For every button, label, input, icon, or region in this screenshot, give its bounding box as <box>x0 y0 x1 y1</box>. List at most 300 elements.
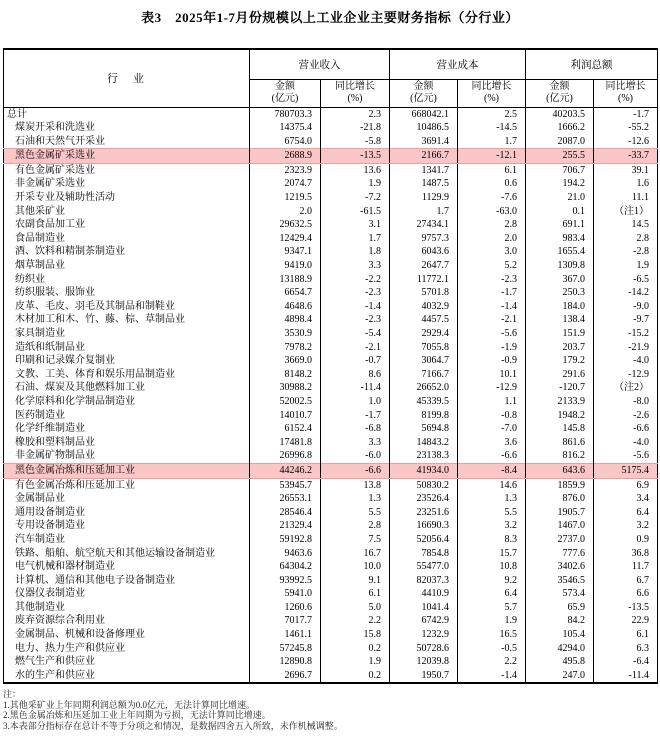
header-cost-amount: 金额 (亿元) <box>390 79 458 107</box>
cell-value: -0.9 <box>458 354 526 368</box>
cell-value: 0.9 <box>594 533 658 547</box>
cell-value: 5.5 <box>458 506 526 520</box>
cell-value: 55477.0 <box>390 560 458 574</box>
cell-value: 5175.4 <box>594 463 658 478</box>
industry-name: 农副食品加工业 <box>15 219 85 231</box>
note-item: 3.本表部分指标存在总计不等于分项之和情况，是数据四舍五入所致，未作机械调整。 <box>3 720 343 731</box>
cell-value: -12.6 <box>594 135 658 149</box>
cell-value: 3402.6 <box>526 560 594 574</box>
table-row <box>4 560 658 574</box>
table-row <box>4 409 658 423</box>
cell-value: 0.1 <box>526 205 594 219</box>
note-item: 1.其他采矿业上年同期利润总额为0.0亿元，无法计算同比增速。 <box>3 699 256 710</box>
cell-value: 50728.6 <box>390 642 458 656</box>
cell-value: 1.3 <box>321 492 390 506</box>
cell-value: -2.1 <box>321 341 390 355</box>
table-row <box>4 163 658 177</box>
cell-value: 291.6 <box>526 368 594 382</box>
table-row <box>4 642 658 656</box>
industry-name: 医药制造业 <box>15 409 65 421</box>
cell-value: -15.2 <box>594 327 658 341</box>
cell-value: -1.7 <box>594 107 658 121</box>
cell-value: 1219.5 <box>250 191 321 205</box>
notes-label: 注： <box>3 689 22 700</box>
cell-value: 5.0 <box>321 601 390 615</box>
cell-value: -11.4 <box>321 381 390 395</box>
cell-value: -33.7 <box>594 149 658 164</box>
cell-value: 3.6 <box>458 436 526 450</box>
cell-value: -12.9 <box>458 381 526 395</box>
cell-value: -1.9 <box>458 341 526 355</box>
cell-value: 2.8 <box>458 218 526 232</box>
cell-value: 21.0 <box>526 191 594 205</box>
cell-value: 1.9 <box>321 177 390 191</box>
cell-value: 780703.3 <box>250 107 321 121</box>
cell-value: -2.3 <box>321 313 390 327</box>
cell-value: 59192.8 <box>250 533 321 547</box>
cell-value: 1905.7 <box>526 506 594 520</box>
table-row <box>4 368 658 382</box>
cell-value: 1666.2 <box>526 121 594 135</box>
cell-value: 2323.9 <box>250 163 321 177</box>
cell-value: 2087.0 <box>526 135 594 149</box>
table-row <box>4 614 658 628</box>
cell-value: 105.4 <box>526 628 594 642</box>
table-row <box>4 533 658 547</box>
industry-name: 石油和天然气开采业 <box>15 135 105 147</box>
industry-name: 化学原料和化学制品制造业 <box>15 395 135 407</box>
cell-value: 1467.0 <box>526 519 594 533</box>
cell-value: 2.0 <box>250 205 321 219</box>
cell-value: 2929.4 <box>390 327 458 341</box>
industry-name: 非金属矿物制品业 <box>15 450 95 462</box>
cell-value: 138.4 <box>526 313 594 327</box>
table-row <box>4 135 658 149</box>
cell-value: 2.8 <box>594 232 658 246</box>
cell-value: 2696.7 <box>250 669 321 684</box>
industry-name: 印刷和记录媒介复制业 <box>15 355 115 367</box>
cell-value: -2.6 <box>594 409 658 423</box>
cell-value: -4.0 <box>594 354 658 368</box>
financial-indicators-table <box>3 48 658 684</box>
cell-value: 203.7 <box>526 341 594 355</box>
table-row <box>4 506 658 520</box>
table-row <box>4 205 658 219</box>
cell-value: 1.9 <box>458 614 526 628</box>
cell-value: -6.8 <box>321 422 390 436</box>
cell-value: 30988.2 <box>250 381 321 395</box>
cell-value: 10.0 <box>321 560 390 574</box>
table-row <box>4 587 658 601</box>
cell-value: -14.2 <box>594 286 658 300</box>
cell-value: 12890.8 <box>250 655 321 669</box>
industry-name: 铁路、船舶、航空航天和其他运输设备制造业 <box>15 547 215 559</box>
cell-value: -1.4 <box>458 669 526 684</box>
cell-value: 3.3 <box>321 259 390 273</box>
cell-value: -63.0 <box>458 205 526 219</box>
cell-value: -120.7 <box>526 381 594 395</box>
cell-value: 1.6 <box>594 177 658 191</box>
cell-value: 3.4 <box>594 492 658 506</box>
cell-value: 1232.9 <box>390 628 458 642</box>
table-body <box>4 107 658 683</box>
notes <box>3 689 660 731</box>
cell-value: 11.7 <box>594 560 658 574</box>
cell-value: 145.8 <box>526 422 594 436</box>
cell-value: 9463.6 <box>250 547 321 561</box>
cell-value: 6.7 <box>594 574 658 588</box>
cell-value: 2.8 <box>321 519 390 533</box>
industry-name: 黑色金属矿采选业 <box>4 149 250 164</box>
cell-value: 7978.2 <box>250 341 321 355</box>
cell-value: 22.9 <box>594 614 658 628</box>
note-item: 2.黑色金属冶炼和压延加工业上年同期为亏损，无法计算同比增速。 <box>3 710 271 721</box>
cell-value: 1.7 <box>321 232 390 246</box>
table-row <box>4 177 658 191</box>
cell-value: 15.7 <box>458 547 526 561</box>
cell-value: 6.6 <box>594 587 658 601</box>
cell-value: 9347.1 <box>250 245 321 259</box>
cell-value: 93992.5 <box>250 574 321 588</box>
cell-value: 8148.2 <box>250 368 321 382</box>
cell-value: 26652.0 <box>390 381 458 395</box>
cell-value: 151.9 <box>526 327 594 341</box>
table-row <box>4 259 658 273</box>
industry-name: 煤炭开采和洗选业 <box>15 122 95 134</box>
cell-value: 7.5 <box>321 533 390 547</box>
cell-value: 6742.9 <box>390 614 458 628</box>
cell-value: 26996.8 <box>250 449 321 463</box>
cell-value: 3669.0 <box>250 354 321 368</box>
header-cost-growth: 同比增长 (%) <box>458 79 526 107</box>
cell-value: 1309.8 <box>526 259 594 273</box>
cell-value: -8.0 <box>594 395 658 409</box>
cell-value: 1.3 <box>458 492 526 506</box>
cell-value: 53945.7 <box>250 478 321 492</box>
cell-value: 367.0 <box>526 273 594 287</box>
cell-value: -5.4 <box>321 327 390 341</box>
cell-value: 1041.4 <box>390 601 458 615</box>
cell-value: -11.4 <box>594 669 658 684</box>
cell-value: 29632.5 <box>250 218 321 232</box>
industry-name: 纺织服装、服饰业 <box>15 287 95 299</box>
cell-value: 6.1 <box>458 163 526 177</box>
cell-value: 4294.0 <box>526 642 594 656</box>
cell-value: -6.6 <box>458 449 526 463</box>
industry-name: 电力、热力生产和供应业 <box>15 642 125 654</box>
table-row <box>4 655 658 669</box>
table-row <box>4 669 658 684</box>
cell-value: 3.2 <box>594 519 658 533</box>
cell-value: -61.5 <box>321 205 390 219</box>
industry-name: 黑色金属冶炼和压延加工业 <box>4 463 250 478</box>
cell-value: 27434.1 <box>390 218 458 232</box>
table-row <box>4 121 658 135</box>
cell-value: -6.4 <box>594 655 658 669</box>
cell-value: 2.5 <box>458 107 526 121</box>
cell-value: 2.2 <box>321 614 390 628</box>
industry-name: 开采专业及辅助性活动 <box>15 192 115 204</box>
table-row <box>4 232 658 246</box>
industry-name: 其他采矿业 <box>15 205 65 217</box>
table-row <box>4 449 658 463</box>
header-revenue-amount: 金额 (亿元) <box>250 79 321 107</box>
cell-value: 57245.8 <box>250 642 321 656</box>
cell-value: 1950.7 <box>390 669 458 684</box>
cell-value: 1859.9 <box>526 478 594 492</box>
cell-value: 6.9 <box>594 478 658 492</box>
cell-value: 1.1 <box>458 395 526 409</box>
cell-value: 777.6 <box>526 547 594 561</box>
cell-value: -5.8 <box>321 135 390 149</box>
cell-value: 179.2 <box>526 354 594 368</box>
cell-value: 5.2 <box>458 259 526 273</box>
table-row <box>4 422 658 436</box>
table-row <box>4 463 658 478</box>
cell-value: -12.9 <box>594 368 658 382</box>
cell-value: 14.5 <box>594 218 658 232</box>
cell-value: 10.8 <box>458 560 526 574</box>
cell-value: -21.9 <box>594 341 658 355</box>
cell-value: 8199.8 <box>390 409 458 423</box>
industry-name: 酒、饮料和精制茶制造业 <box>15 246 125 258</box>
cell-value: -4.0 <box>594 436 658 450</box>
cell-value: 1655.4 <box>526 245 594 259</box>
header-revenue-growth: 同比增长 (%) <box>321 79 390 107</box>
cell-value: 13188.9 <box>250 273 321 287</box>
industry-name: 仪器仪表制造业 <box>15 588 85 600</box>
cell-value: 16690.3 <box>390 519 458 533</box>
table-row <box>4 492 658 506</box>
cell-value: -6.0 <box>321 449 390 463</box>
table-row <box>4 574 658 588</box>
cell-value: 6.4 <box>594 506 658 520</box>
cell-value: 9.1 <box>321 574 390 588</box>
cell-value: （注2） <box>594 381 658 395</box>
cell-value: 194.2 <box>526 177 594 191</box>
cell-value: 10.1 <box>458 368 526 382</box>
cell-value: -12.1 <box>458 149 526 164</box>
industry-name: 化学纤维制造业 <box>15 423 85 435</box>
cell-value: -14.5 <box>458 121 526 135</box>
industry-name: 废弃资源综合利用业 <box>15 615 105 627</box>
cell-value: -0.5 <box>458 642 526 656</box>
industry-name: 有色金属矿采选业 <box>15 164 95 176</box>
table-row <box>4 601 658 615</box>
table-row <box>4 395 658 409</box>
cell-value: 1129.9 <box>390 191 458 205</box>
cell-value: -0.8 <box>458 409 526 423</box>
cell-value: 50830.2 <box>390 478 458 492</box>
table-row <box>4 519 658 533</box>
cell-value: 1.0 <box>321 395 390 409</box>
cell-value: -8.4 <box>458 463 526 478</box>
cell-value: -9.7 <box>594 313 658 327</box>
cell-value: 28546.4 <box>250 506 321 520</box>
cell-value: 2688.9 <box>250 149 321 164</box>
cell-value: 643.6 <box>526 463 594 478</box>
cell-value: 14843.2 <box>390 436 458 450</box>
cell-value: -5.6 <box>458 327 526 341</box>
cell-value: 3691.4 <box>390 135 458 149</box>
table-row <box>4 313 658 327</box>
table-row <box>4 191 658 205</box>
cell-value: -2.3 <box>458 273 526 287</box>
cell-value: -7.0 <box>458 422 526 436</box>
cell-value: 6152.4 <box>250 422 321 436</box>
cell-value: 1260.6 <box>250 601 321 615</box>
cell-value: 2737.0 <box>526 533 594 547</box>
cell-value: 45339.5 <box>390 395 458 409</box>
header-profit-amount: 金额 (亿元) <box>526 79 594 107</box>
header-group-profit: 利润总额 <box>526 49 658 79</box>
cell-value: 6.4 <box>458 587 526 601</box>
cell-value: 23526.4 <box>390 492 458 506</box>
cell-value: 1948.2 <box>526 409 594 423</box>
cell-value: 64304.2 <box>250 560 321 574</box>
cell-value: 1341.7 <box>390 163 458 177</box>
cell-value: -2.8 <box>594 245 658 259</box>
cell-value: -1.4 <box>321 300 390 314</box>
cell-value: 5.5 <box>321 506 390 520</box>
industry-name: 专用设备制造业 <box>15 520 85 532</box>
cell-value: 9757.3 <box>390 232 458 246</box>
cell-value: 0.6 <box>458 177 526 191</box>
cell-value: 12429.4 <box>250 232 321 246</box>
cell-value: 4898.4 <box>250 313 321 327</box>
table-row <box>4 149 658 164</box>
cell-value: 8.6 <box>321 368 390 382</box>
cell-value: -7.6 <box>458 191 526 205</box>
cell-value: 36.8 <box>594 547 658 561</box>
cell-value: 983.4 <box>526 232 594 246</box>
cell-value: 1487.5 <box>390 177 458 191</box>
cell-value: 2.0 <box>458 232 526 246</box>
cell-value: 706.7 <box>526 163 594 177</box>
table-row <box>4 436 658 450</box>
cell-value: 3.3 <box>321 436 390 450</box>
industry-name: 造纸和纸制品业 <box>15 341 85 353</box>
table-row <box>4 300 658 314</box>
table-row <box>4 628 658 642</box>
cell-value: -13.5 <box>321 149 390 164</box>
cell-value: 250.3 <box>526 286 594 300</box>
table-row <box>4 218 658 232</box>
cell-value: 4457.5 <box>390 313 458 327</box>
industry-name: 橡胶和塑料制品业 <box>15 436 95 448</box>
header-profit-growth: 同比增长 (%) <box>594 79 658 107</box>
cell-value: 573.4 <box>526 587 594 601</box>
industry-name: 金属制品、机械和设备修理业 <box>15 629 145 641</box>
cell-value: 13.6 <box>321 163 390 177</box>
cell-value: -13.5 <box>594 601 658 615</box>
cell-value: 17481.8 <box>250 436 321 450</box>
table-row <box>4 107 658 121</box>
cell-value: 1.7 <box>390 205 458 219</box>
cell-value: -1.4 <box>458 300 526 314</box>
industry-name: 家具制造业 <box>15 328 65 339</box>
cell-value: 52056.4 <box>390 533 458 547</box>
table-header <box>4 49 658 107</box>
cell-value: 16.7 <box>321 547 390 561</box>
table-row <box>4 547 658 561</box>
cell-value: 7854.8 <box>390 547 458 561</box>
header-group-revenue: 营业收入 <box>250 49 390 79</box>
industry-name: 通用设备制造业 <box>15 506 85 518</box>
cell-value: 691.1 <box>526 218 594 232</box>
cell-value: 23251.6 <box>390 506 458 520</box>
cell-value: 247.0 <box>526 669 594 684</box>
cell-value: 3064.7 <box>390 354 458 368</box>
industry-name: 有色金属冶炼和压延加工业 <box>15 479 135 491</box>
table-row <box>4 327 658 341</box>
industry-name: 电气机械和器材制造业 <box>15 561 115 573</box>
cell-value: 65.9 <box>526 601 594 615</box>
cell-value: 12039.8 <box>390 655 458 669</box>
header-group-row <box>4 49 658 79</box>
industry-name: 其他制造业 <box>15 601 65 613</box>
cell-value: -2.2 <box>321 273 390 287</box>
cell-value: 2166.7 <box>390 149 458 164</box>
industry-name: 皮革、毛皮、羽毛及其制品和制鞋业 <box>15 300 175 312</box>
cell-value: 5694.8 <box>390 422 458 436</box>
table-row <box>4 478 658 492</box>
cell-value: 52002.5 <box>250 395 321 409</box>
cell-value: 6654.7 <box>250 286 321 300</box>
cell-value: 5.7 <box>458 601 526 615</box>
cell-value: -6.5 <box>594 273 658 287</box>
cell-value: 7166.7 <box>390 368 458 382</box>
cell-value: 26553.1 <box>250 492 321 506</box>
cell-value: 8.3 <box>458 533 526 547</box>
cell-value: 2133.9 <box>526 395 594 409</box>
header-group-cost: 营业成本 <box>390 49 526 79</box>
cell-value: 21329.4 <box>250 519 321 533</box>
cell-value: -55.2 <box>594 121 658 135</box>
cell-value: 6.1 <box>594 628 658 642</box>
cell-value: -21.8 <box>321 121 390 135</box>
cell-value: 15.8 <box>321 628 390 642</box>
industry-name: 烟草制品业 <box>15 260 65 272</box>
table-row <box>4 341 658 355</box>
industry-name: 燃气生产和供应业 <box>15 656 95 668</box>
cell-value: -6.6 <box>321 463 390 478</box>
cell-value: 14010.7 <box>250 409 321 423</box>
cell-value: 16.5 <box>458 628 526 642</box>
cell-value: 1.9 <box>321 655 390 669</box>
cell-value: 2.3 <box>321 107 390 121</box>
cell-value: 9.2 <box>458 574 526 588</box>
cell-value: -7.2 <box>321 191 390 205</box>
cell-value: 3546.5 <box>526 574 594 588</box>
industry-name: 石油、煤炭及其他燃料加工业 <box>15 382 145 394</box>
industry-name: 汽车制造业 <box>15 533 65 545</box>
cell-value: -2.3 <box>321 286 390 300</box>
cell-value: 3.1 <box>321 218 390 232</box>
cell-value: 668042.1 <box>390 107 458 121</box>
header-industry: 行 业 <box>4 49 250 107</box>
cell-value: 11.1 <box>594 191 658 205</box>
cell-value: 184.0 <box>526 300 594 314</box>
cell-value: 3530.9 <box>250 327 321 341</box>
cell-value: 0.2 <box>321 642 390 656</box>
industry-name: 食品制造业 <box>15 232 65 244</box>
industry-name: 计算机、通信和其他电子设备制造业 <box>15 574 175 586</box>
cell-value: -9.0 <box>594 300 658 314</box>
cell-value: 7055.8 <box>390 341 458 355</box>
cell-value: 41934.0 <box>390 463 458 478</box>
industry-name: 木材加工和木、竹、藤、棕、草制品业 <box>15 314 185 326</box>
